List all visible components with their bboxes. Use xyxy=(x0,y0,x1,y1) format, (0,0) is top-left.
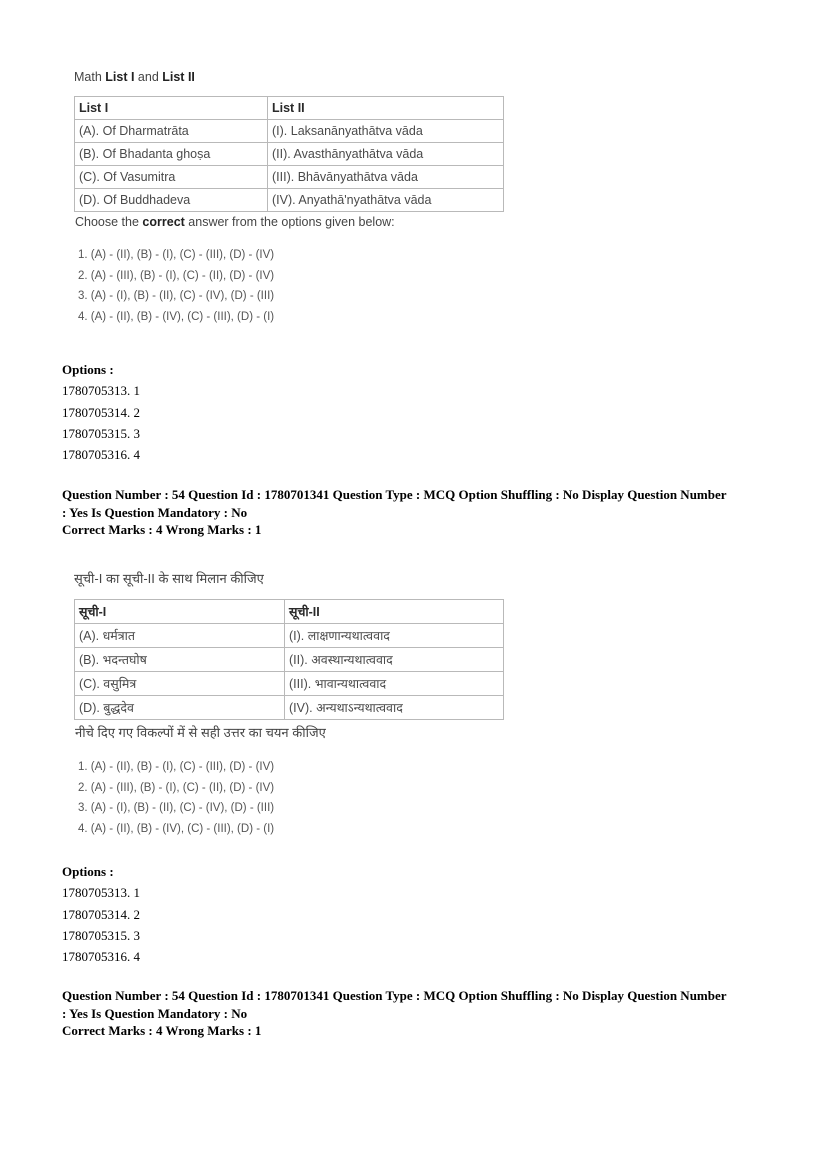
column-header-list2: List II xyxy=(268,97,504,120)
question-meta-line: Question Number : 54 Question Id : 1780701341 Question Type : MCQ Option Shuffling : No Display Question Number xyxy=(62,988,727,1003)
table-row xyxy=(75,120,504,143)
table-row xyxy=(75,166,504,189)
instruction-bold: correct xyxy=(142,215,185,229)
marks-line: Correct Marks : 4 Wrong Marks : 1 xyxy=(62,1023,262,1038)
table-cell: (B). Of Bhadanta ghoṣa xyxy=(75,143,268,166)
column-header-list1: List I xyxy=(75,97,268,120)
instruction-text: answer from the options given below: xyxy=(184,215,395,229)
answer-choices xyxy=(74,757,504,839)
table-cell: (D). बुद्धदेव xyxy=(75,696,285,720)
instruction xyxy=(75,215,504,229)
option-item: 1780705314. 2 xyxy=(62,906,140,922)
table-header-row xyxy=(75,97,504,120)
question-image-hindi xyxy=(74,569,504,839)
answer-choice: 4. (A) - (II), (B) - (IV), (C) - (III), (D) - (I) xyxy=(78,310,275,323)
option-item: 1780705316. 4 xyxy=(62,949,140,965)
table-cell: (C). Of Vasumitra xyxy=(75,166,268,189)
title-bold-list1: List I xyxy=(105,70,135,84)
question-title xyxy=(74,70,504,84)
option-item: 1780705314. 2 xyxy=(62,404,140,420)
option-item: 1780705313. 1 xyxy=(62,885,140,901)
option-item: 1780705313. 1 xyxy=(62,383,140,399)
title-bold-list2: List II xyxy=(162,70,195,84)
marks-line: Correct Marks : 4 Wrong Marks : 1 xyxy=(62,522,262,537)
title-text: Math xyxy=(74,70,106,84)
question-image-english xyxy=(74,70,504,327)
instruction-text: Choose the xyxy=(75,215,143,229)
option-item: 1780705316. 4 xyxy=(62,447,140,463)
table-cell: (III). Bhāvānyathātva vāda xyxy=(268,166,504,189)
answer-choice: 2. (A) - (III), (B) - (I), (C) - (II), (D) - (IV) xyxy=(78,781,275,794)
table-cell: (II). अवस्थान्यथात्ववाद xyxy=(285,648,504,672)
option-item: 1780705315. 3 xyxy=(62,425,140,441)
table-cell: (II). Avasthānyathātva vāda xyxy=(268,143,504,166)
table-cell: (A). धर्मत्रात xyxy=(75,624,285,648)
table-row xyxy=(75,648,504,672)
table-cell: (I). लाक्षणान्यथात्ववाद xyxy=(285,624,504,648)
answer-choice: 3. (A) - (I), (B) - (II), (C) - (IV), (D) - (III) xyxy=(78,290,275,302)
column-header-list1: सूची-I xyxy=(75,600,285,624)
question-meta-line: Question Number : 54 Question Id : 1780701341 Question Type : MCQ Option Shuffling : No Display Question Number xyxy=(62,487,727,502)
table-cell: (C). वसुमित्र xyxy=(75,672,285,696)
table-row xyxy=(75,189,504,212)
question-meta xyxy=(62,486,782,539)
column-header-list2: सूची-II xyxy=(285,600,504,624)
option-item: 1780705315. 3 xyxy=(62,927,140,943)
answer-choice: 1. (A) - (II), (B) - (I), (C) - (III), (D) - (IV) xyxy=(78,761,275,773)
table-header-row xyxy=(75,600,504,624)
table-cell: (III). भावान्यथात्ववाद xyxy=(285,672,504,696)
table-row xyxy=(75,696,504,720)
instruction: नीचे दिए गए विकल्पों में से सही उत्तर का चयन कीजिए xyxy=(75,725,326,740)
table-cell: (A). Of Dharmatrāta xyxy=(75,120,268,143)
table-cell: (I). Laksanānyathātva vāda xyxy=(268,120,504,143)
options-block xyxy=(62,359,782,465)
table-cell: (D). Of Buddhadeva xyxy=(75,189,268,212)
match-table xyxy=(74,96,504,212)
options-block xyxy=(62,861,782,967)
answer-choice: 2. (A) - (III), (B) - (I), (C) - (II), (D) - (IV) xyxy=(78,269,275,282)
match-table xyxy=(74,599,504,720)
table-row xyxy=(75,143,504,166)
answer-choice: 4. (A) - (II), (B) - (IV), (C) - (III), (D) - (I) xyxy=(78,822,275,835)
question-meta-line: : Yes Is Question Mandatory : No xyxy=(62,504,248,520)
table-cell: (IV). अन्यथाऽन्यथात्ववाद xyxy=(285,696,504,720)
answer-choice: 1. (A) - (II), (B) - (I), (C) - (III), (D) - (IV) xyxy=(78,249,275,261)
table-cell: (IV). Anyathā'nyathātva vāda xyxy=(268,189,504,212)
question-meta xyxy=(62,987,782,1040)
options-label: Options : xyxy=(62,362,114,377)
answer-choice: 3. (A) - (I), (B) - (II), (C) - (IV), (D) - (III) xyxy=(78,802,275,814)
answer-choices xyxy=(74,245,504,327)
table-cell: (B). भदन्तघोष xyxy=(75,648,285,672)
table-row xyxy=(75,624,504,648)
question-title: सूची-I का सूची-II के साथ मिलान कीजिए xyxy=(74,571,264,586)
table-row xyxy=(75,672,504,696)
options-label: Options : xyxy=(62,864,114,879)
question-meta-line: : Yes Is Question Mandatory : No xyxy=(62,1005,248,1021)
title-text: and xyxy=(134,70,163,84)
